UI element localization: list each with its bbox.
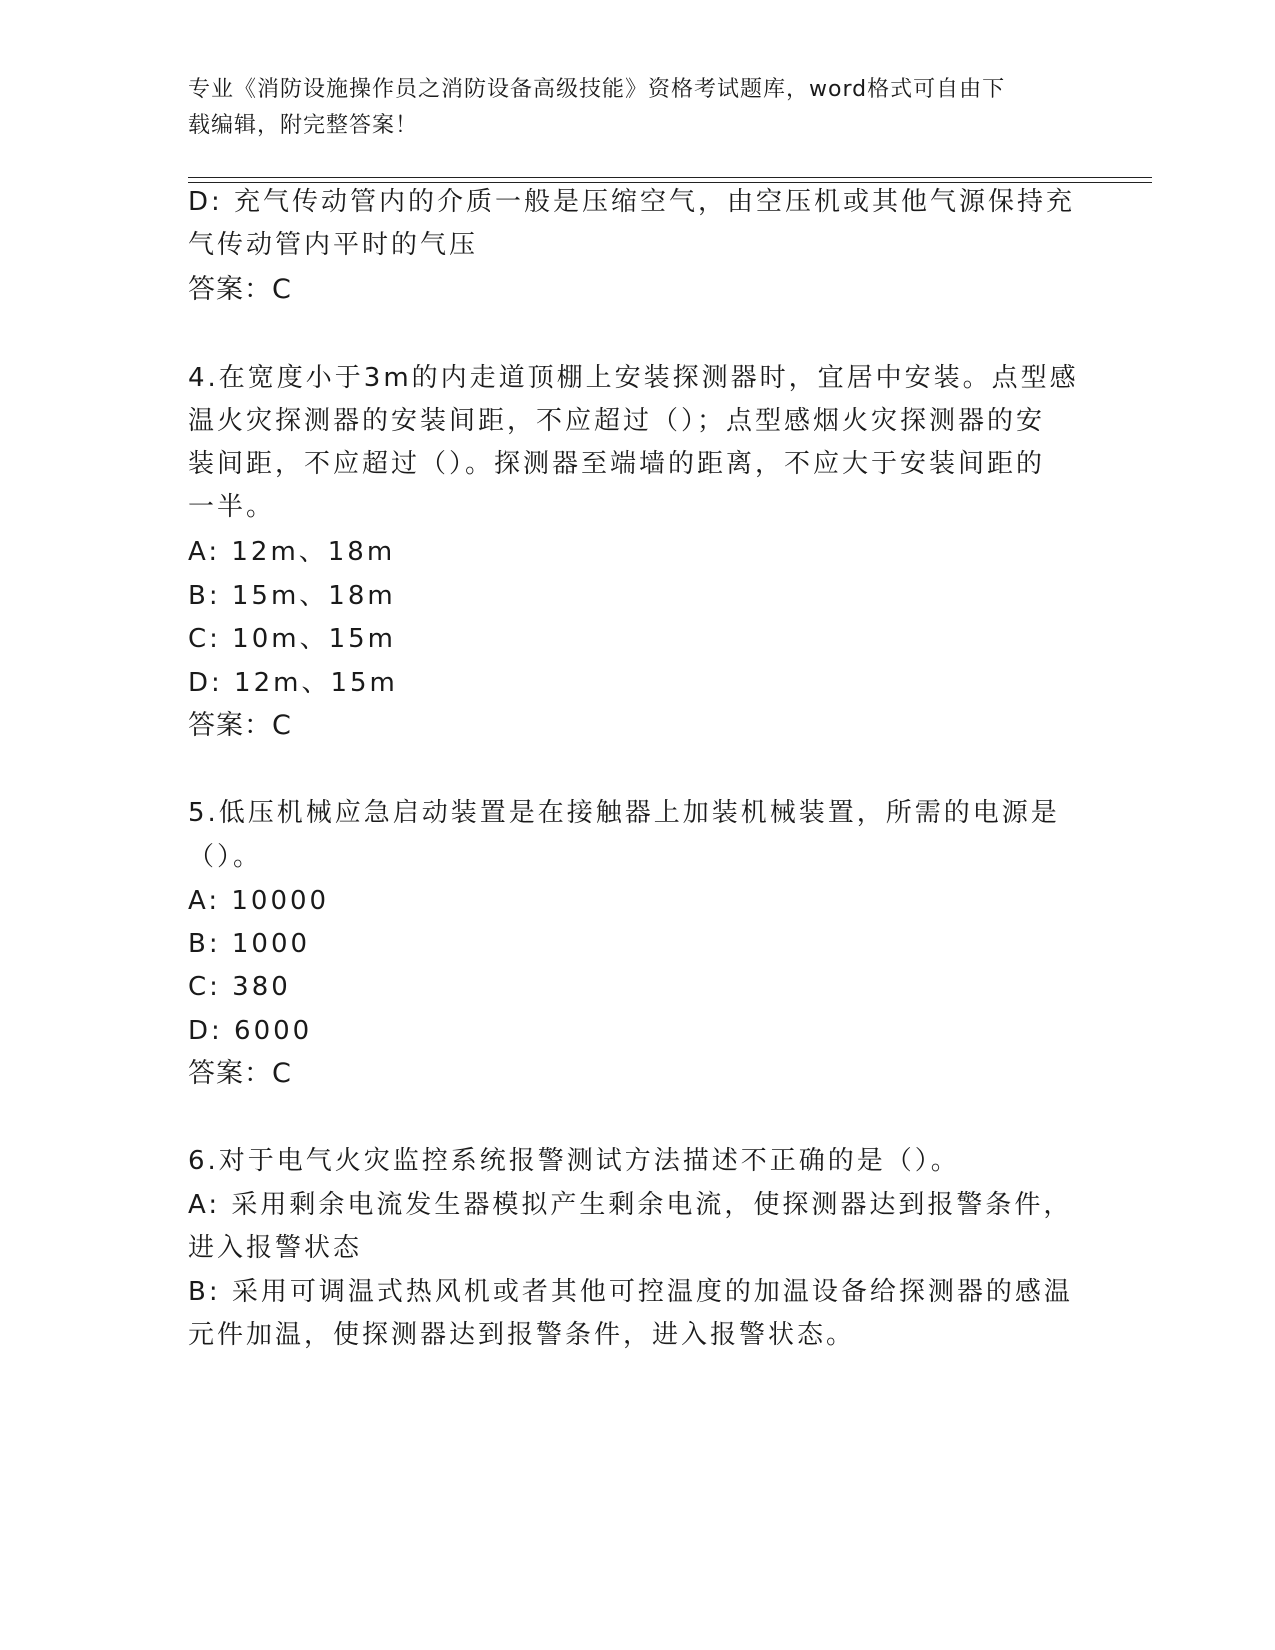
header-rule-top [188, 177, 1152, 178]
q3-answer: 答案：C [188, 274, 292, 305]
q4-stem-line-3: 装间距，不应超过（）。探测器至端墙的距离，不应大于安装间距的 [188, 449, 1046, 479]
q5-option-b: B: 1000 [188, 929, 311, 959]
q5-option-d: D: 6000 [188, 1016, 313, 1046]
q4-option-b: B: 15m、18m [188, 581, 396, 611]
q6-option-a-line-2: 进入报警状态 [188, 1233, 363, 1263]
q3-option-d-line-1: D: 充气传动管内的介质一般是压缩空气，由空压机或其他气源保持充 [188, 187, 1076, 217]
q5-stem-line-1: 5.低压机械应急启动装置是在接触器上加装机械装置，所需的电源是 [188, 798, 1060, 828]
q4-option-a: A: 12m、18m [188, 537, 396, 567]
q6-stem-line-1: 6.对于电气火灾监控系统报警测试方法描述不正确的是（）。 [188, 1146, 960, 1176]
q4-option-c: C: 10m、15m [188, 624, 397, 654]
q6-option-a-line-1: A: 采用剩余电流发生器模拟产生剩余电流，使探测器达到报警条件， [188, 1190, 1073, 1220]
q4-stem-line-2: 温火灾探测器的安装间距，不应超过（）；点型感烟火灾探测器的安 [188, 406, 1046, 436]
q4-option-d: D: 12m、15m [188, 668, 398, 698]
header-line-1: 专业《消防设施操作员之消防设备高级技能》资格考试题库，word格式可自由下 [188, 77, 1006, 102]
page-header [188, 72, 1088, 144]
q5-stem-line-2: （）。 [188, 842, 263, 872]
q4-stem-line-4: 一半。 [188, 492, 276, 522]
q3-option-d-line-2: 气传动管内平时的气压 [188, 230, 479, 260]
header-rule-bottom [188, 182, 1152, 183]
q5-option-c: C: 380 [188, 972, 291, 1002]
q5-option-a: A: 10000 [188, 886, 330, 916]
q6-option-b-line-2: 元件加温，使探测器达到报警条件，进入报警状态。 [188, 1320, 856, 1350]
q6-option-b-line-1: B: 采用可调温式热风机或者其他可控温度的加温设备给探测器的感温 [188, 1277, 1073, 1307]
q4-stem-line-1: 4.在宽度小于3m的内走道顶棚上安装探测器时，宜居中安装。点型感 [188, 363, 1079, 393]
q4-answer: 答案：C [188, 710, 292, 741]
q5-answer: 答案：C [188, 1058, 292, 1089]
header-line-2: 载编辑，附完整答案！ [188, 113, 419, 138]
